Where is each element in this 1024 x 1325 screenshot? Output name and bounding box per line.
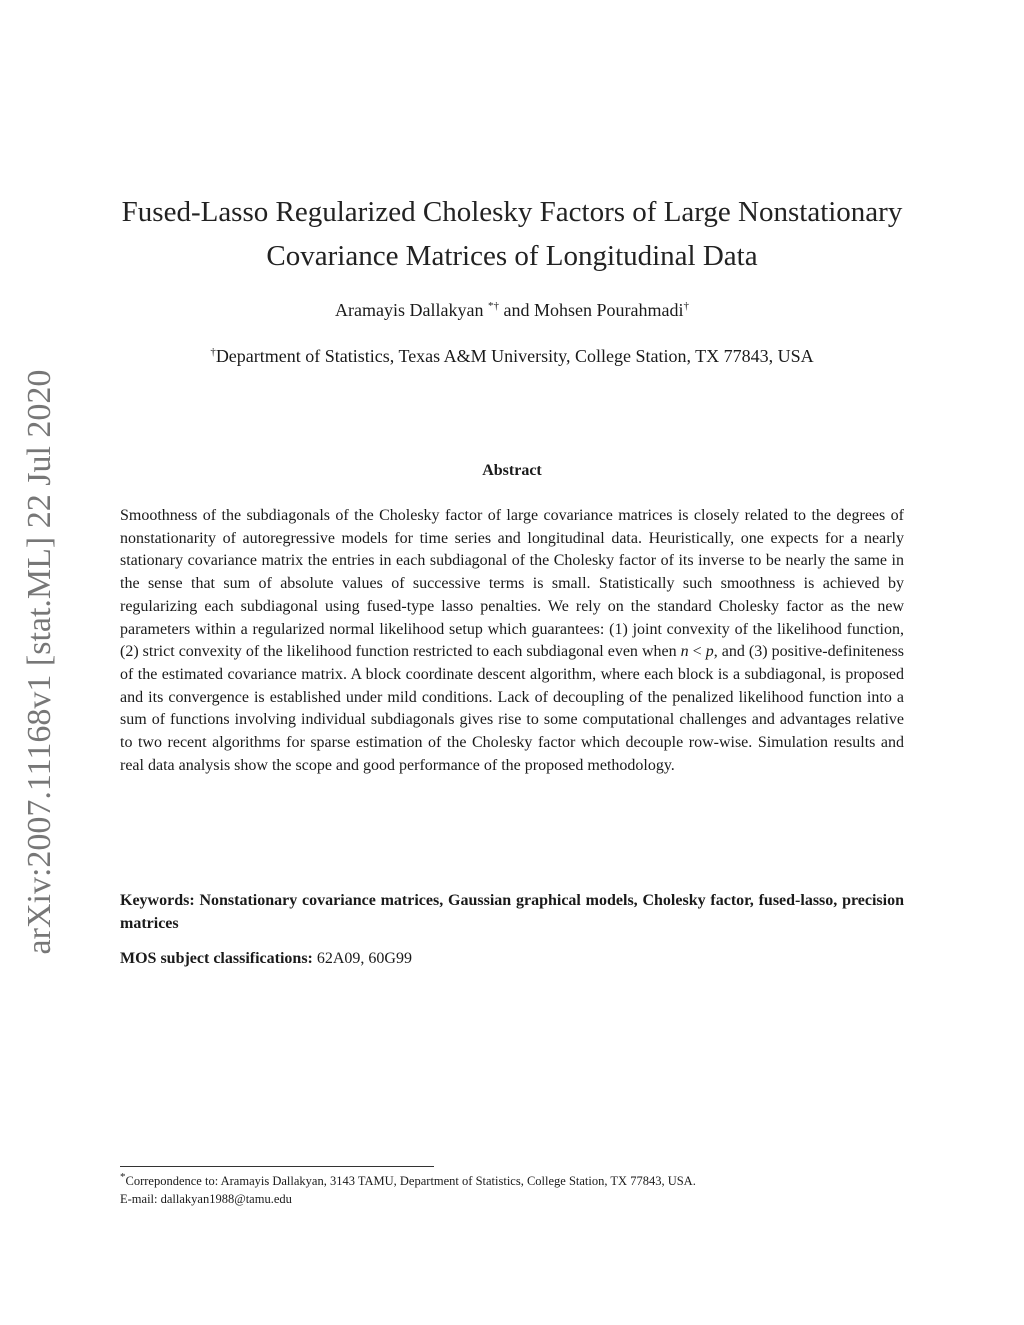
footnote-email: E-mail: dallakyan1988@tamu.edu bbox=[120, 1192, 292, 1206]
author-1: Aramayis Dallakyan bbox=[335, 300, 484, 320]
abstract-body bbox=[120, 505, 904, 777]
author-1-marks: *† bbox=[487, 300, 499, 312]
mos-label: MOS subject classifications: bbox=[120, 950, 313, 967]
title-line-1: Fused-Lasso Regularized Cholesky Factors of Large Nonstationary bbox=[121, 196, 903, 228]
abstract-heading: Abstract bbox=[482, 462, 542, 479]
footnote-line-1 bbox=[120, 1172, 920, 1190]
footnote bbox=[120, 1172, 920, 1208]
author-connector: and bbox=[503, 300, 530, 320]
affiliation-text: Department of Statistics, Texas A&M University, College Station, TX 77843, USA bbox=[215, 346, 814, 366]
affiliation-mark: † bbox=[210, 346, 216, 358]
footnote-divider bbox=[120, 1166, 434, 1167]
abstract-text-2: , and (3) positive-definiteness of the estimated covariance matrix. A block coordinate descent algorithm, where each block is a subdiagonal, is proposed and its convergence is established under mild conditions. Lack of decoupling of the penalized likelihood function into a sum of functions involving individual subdiagonals gives rise to some computational challenges and advantages relative to two recent algorithms for sparse estimation of the Cholesky factor which decouple row-wise. Simulation results and real data analysis show the scope and good performance of the proposed methodology. bbox=[120, 643, 905, 774]
author-list bbox=[100, 300, 924, 321]
footnote-mark: * bbox=[120, 1170, 126, 1183]
mos-classifications bbox=[120, 948, 904, 970]
paper-title bbox=[100, 190, 924, 278]
keywords bbox=[120, 890, 904, 935]
math-n: n bbox=[680, 643, 689, 661]
affiliation bbox=[100, 346, 924, 367]
author-2: Mohsen Pourahmadi bbox=[533, 300, 684, 320]
math-less-than: < bbox=[688, 643, 706, 661]
keywords-label: Keywords: bbox=[120, 892, 195, 909]
mos-codes: 62A09, 60G99 bbox=[316, 950, 412, 967]
math-p: p bbox=[705, 643, 714, 661]
arxiv-identifier: arXiv:2007.11168v1 [stat.ML] 22 Jul 2020 bbox=[21, 369, 58, 955]
author-2-marks: † bbox=[683, 300, 689, 312]
abstract-text-1: Smoothness of the subdiagonals of the Cholesky factor of large covariance matrices is closely related to the degrees of nonstationarity of autoregressive models for time series and longitudinal data. Heuristically, one expects for a nearly stationary covariance matrix the entries in each subdiagonal of the Cholesky factor of its inverse to be nearly the same in the sense that sum of absolute values of successive terms is small. Statistically such smoothness is achieved by regularizing each subdiagonal using fused-type lasso penalties. We rely on the standard Cholesky factor as the new parameters within a regularized normal likelihood setup which guarantees: (1) joint convexity of the likelihood function, (2) strict convexity of the likelihood function restricted to each subdiagonal even when bbox=[120, 507, 904, 661]
title-line-2: Covariance Matrices of Longitudinal Data bbox=[266, 240, 758, 272]
keywords-text: Nonstationary covariance matrices, Gaussian graphical models, Cholesky factor, fused-lasso, precision matrices bbox=[120, 892, 905, 932]
footnote-correspondence: Correpondence to: Aramayis Dallakyan, 3143 TAMU, Department of Statistics, College Station, TX 77843, USA. bbox=[125, 1174, 696, 1188]
